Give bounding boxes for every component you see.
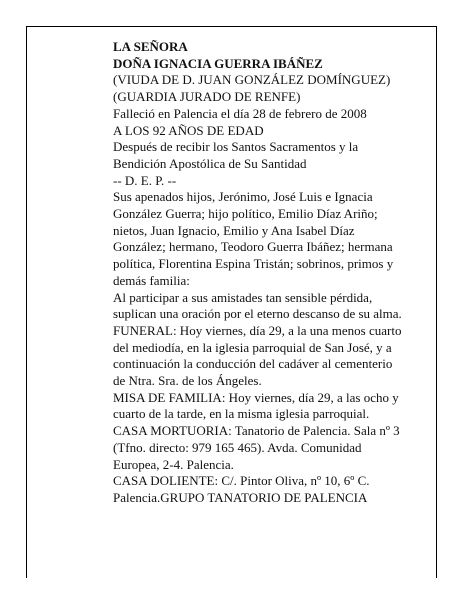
- mortuary-line: CASA MORTUORIA: Tanatorio de Palencia. Sala nº 3: [113, 423, 400, 439]
- title-line-2: DOÑA IGNACIA GUERRA IBÁÑEZ: [113, 55, 323, 71]
- mortuary-line: Europea, 2-4. Palencia.: [113, 456, 234, 472]
- mass-line: MISA DE FAMILIA: Hoy viernes, día 29, a las ocho y: [113, 389, 399, 405]
- sacraments-line-2: Bendición Apostólica de Su Santidad: [113, 155, 307, 171]
- mass-line: cuarto de la tarde, en la misma iglesia parroquial.: [113, 406, 370, 422]
- family-line: González Guerra; hijo político, Emilio Díaz Ariño;: [113, 206, 378, 222]
- funeral-line: continuación la conducción del cadáver al cementerio: [113, 356, 393, 372]
- dep-line: -- D. E. P. --: [113, 172, 177, 188]
- family-line: política, Florentina Espina Tristán; sobrinos, primos y: [113, 256, 394, 272]
- home-line: Palencia.GRUPO TANATORIO DE PALENCIA: [113, 489, 368, 505]
- obituary-text: [113, 39, 443, 507]
- funeral-line: FUNERAL: Hoy viernes, día 29, a la una menos cuarto: [113, 322, 402, 338]
- sacraments-line-1: Después de recibir los Santos Sacramentos y la: [113, 139, 359, 155]
- subtitle-line-1: (VIUDA DE D. JUAN GONZÁLEZ DOMÍNGUEZ): [113, 72, 391, 88]
- death-line: Falleció en Palencia el día 28 de febrero de 2008: [113, 105, 367, 121]
- funeral-line: de Ntra. Sra. de los Ángeles.: [113, 373, 262, 389]
- family-line: González; hermano, Teodoro Guerra Ibáñez; hermana: [113, 239, 393, 255]
- mortuary-line: (Tfno. directo: 979 165 465). Avda. Comunidad: [113, 439, 362, 455]
- funeral-line: del mediodía, en la iglesia parroquial de San José, y a: [113, 339, 392, 355]
- home-line: CASA DOLIENTE: C/. Pintor Oliva, nº 10, 6º C.: [113, 473, 370, 489]
- subtitle-line-2: (GUARDIA JURADO DE RENFE): [113, 89, 301, 105]
- request-line: suplican una oración por el eterno descanso de su alma.: [113, 306, 402, 322]
- age-line: A LOS 92 AÑOS DE EDAD: [113, 122, 264, 138]
- family-line: demás familia:: [113, 272, 190, 288]
- family-line: nietos, Juan Ignacio, Emilio y Ana Isabel Díaz: [113, 222, 355, 238]
- title-line-1: LA SEÑORA: [113, 39, 188, 54]
- family-line: Sus apenados hijos, Jerónimo, José Luis e Ignacia: [113, 189, 373, 205]
- request-line: Al participar a sus amistades tan sensible pérdida,: [113, 289, 373, 305]
